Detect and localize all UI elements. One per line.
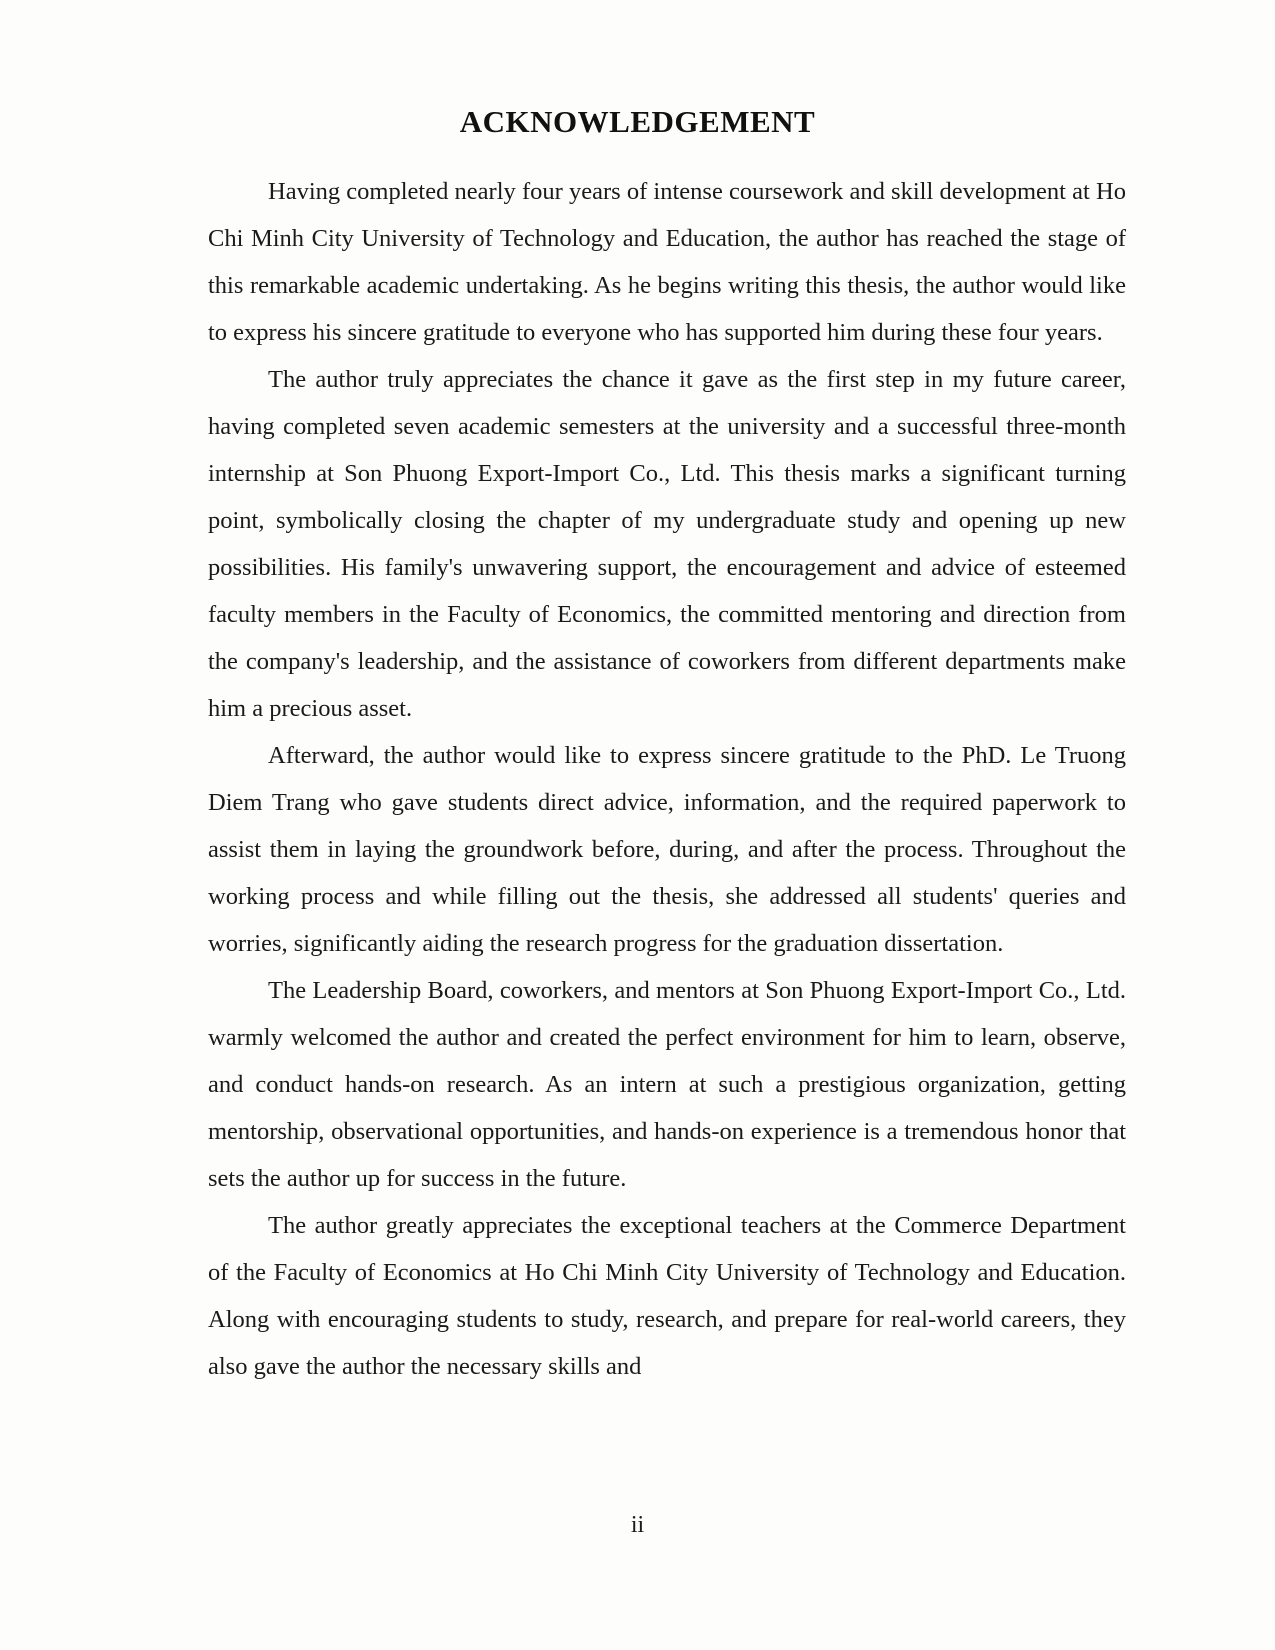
paragraph-4: The Leadership Board, coworkers, and mentors at Son Phuong Export-Import Co., Ltd. warmly welcomed the author and created the perfect environment for him to learn, observe, and conduct hands-on research. As an intern at such a prestigious organization, getting mentorship, observational opportunities, and hands-on experience is a tremendous honor that sets the author up for success in the future.	[208, 977, 1126, 1192]
acknowledgement-body	[208, 168, 1126, 1390]
page-number: ii	[630, 1512, 645, 1538]
page-title: ACKNOWLEDGEMENT	[459, 104, 816, 139]
paragraph-3: Afterward, the author would like to express sincere gratitude to the PhD. Le Truong Diem Trang who gave students direct advice, information, and the required paperwork to assist them in laying the groundwork before, during, and after the process. Throughout the working process and while filling out the thesis, she addressed all students' queries and worries, significantly aiding the research progress for the graduation dissertation.	[208, 742, 1126, 957]
paragraph-5: The author greatly appreciates the exceptional teachers at the Commerce Department of the Faculty of Economics at Ho Chi Minh City University of Technology and Education. Along with encouraging students to study, research, and prepare for real-world careers, they also gave the author the necessary skills and	[208, 1212, 1126, 1380]
paragraph-2: The author truly appreciates the chance it gave as the first step in my future career, having completed seven academic semesters at the university and a successful three-month internship at Son Phuong Export-Import Co., Ltd. This thesis marks a significant turning point, symbolically closing the chapter of my undergraduate study and opening up new possibilities. His family's unwavering support, the encouragement and advice of esteemed faculty members in the Faculty of Economics, the committed mentoring and direction from the company's leadership, and the assistance of coworkers from different departments make him a precious asset.	[208, 366, 1126, 722]
paragraph-1: Having completed nearly four years of intense coursework and skill development at Ho Chi Minh City University of Technology and Education, the author has reached the stage of this remarkable academic undertaking. As he begins writing this thesis, the author would like to express his sincere gratitude to everyone who has supported him during these four years.	[208, 178, 1126, 346]
